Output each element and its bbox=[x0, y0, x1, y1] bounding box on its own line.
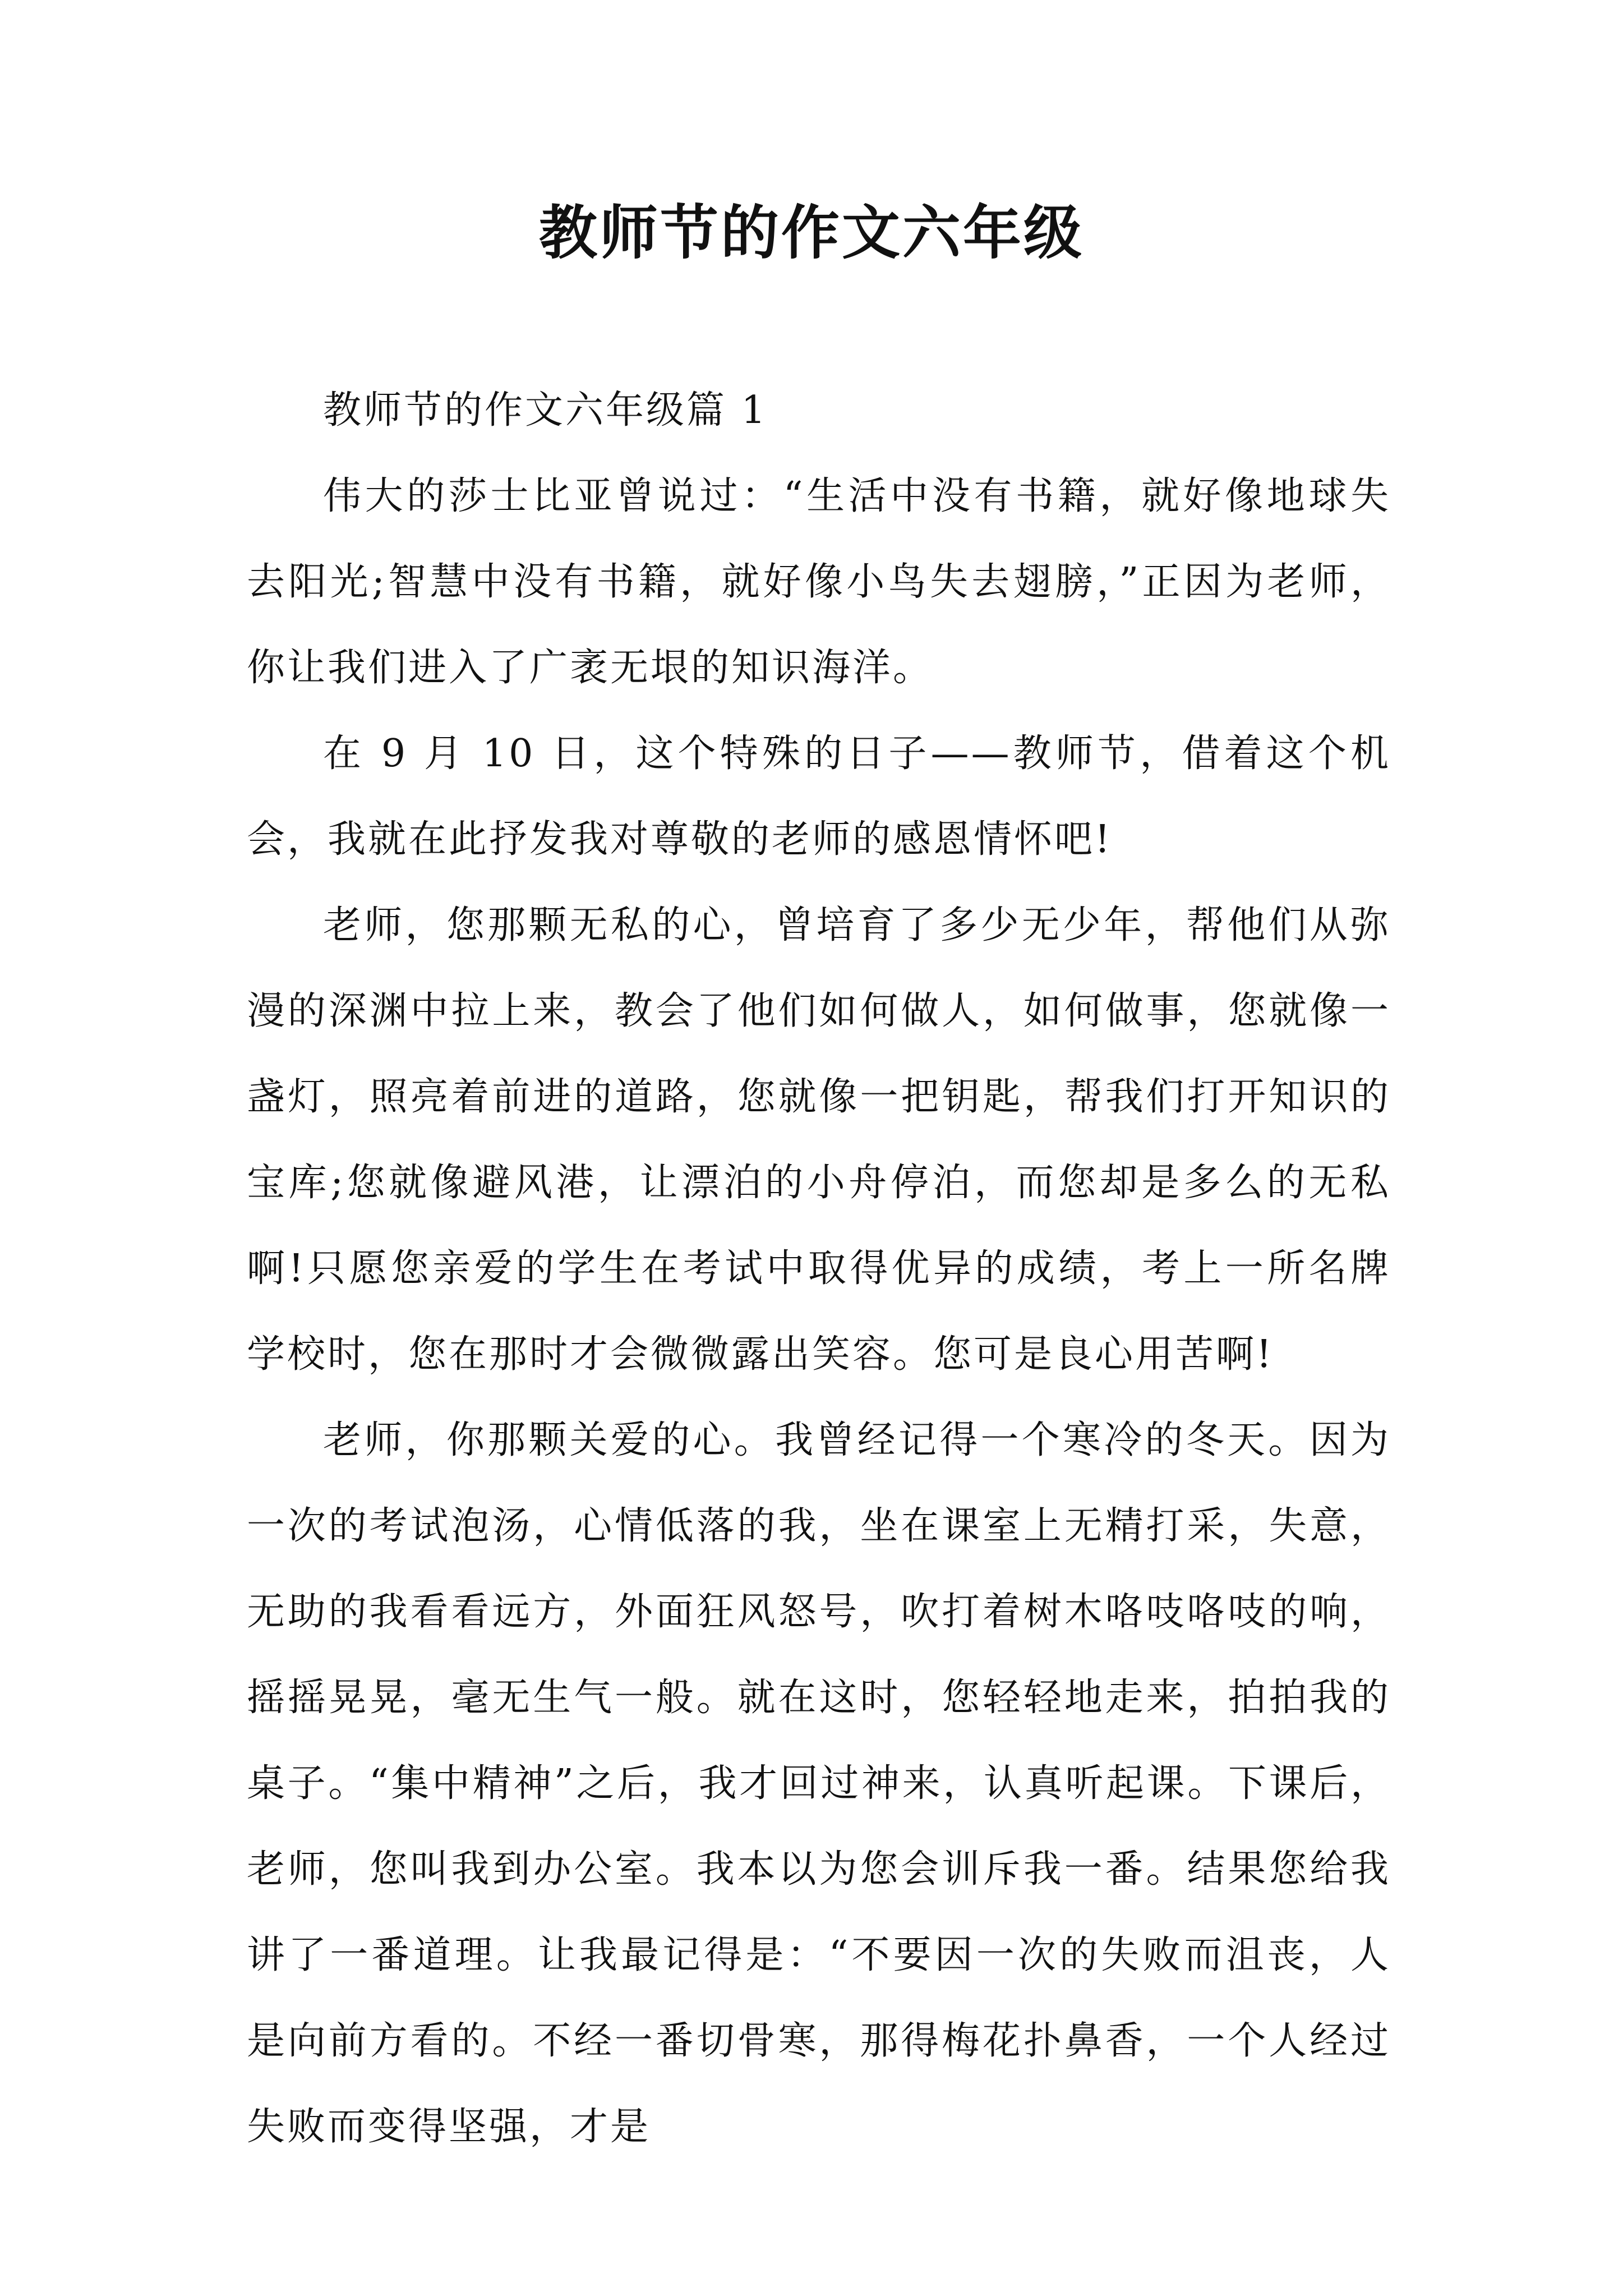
section-heading: 教师节的作文六年级篇 1 bbox=[323, 388, 768, 432]
paragraph: 伟大的莎士比亚曾说过：“生活中没有书籍，就好像地球失去阳光;智慧中没有书籍，就好像小鸟失去翅膀，”正因为老师，你让我们进入了广袤无垠的知识海洋。 bbox=[247, 474, 1391, 690]
paragraph: 老师，你那颗关爱的心。我曾经记得一个寒冷的冬天。因为一次的考试泡汤，心情低落的我，坐在课室上无精打采，失意，无助的我看看远方，外面狂风怒号，吹打着树木咯吱咯吱的响，摇摇晃晃，毫无生气一般。就在这时，您轻轻地走来，拍拍我的桌子。“集中精神”之后，我才回过神来，认真听起课。下课后，老师，您叫我到办公室。我本以为您会训斥我一番。结果您给我讲了一番道理。让我最记得是：“不要因一次的失败而沮丧，人是向前方看的。不经一番切骨寒，那得梅花扑鼻香，一个人经过失败而变得坚强，才是 bbox=[247, 1418, 1391, 2149]
document-body bbox=[247, 367, 1391, 2170]
document-title: 教师节的作文六年级 bbox=[538, 198, 1084, 267]
paragraph: 老师，您那颗无私的心，曾培育了多少无少年，帮他们从弥漫的深渊中拉上来，教会了他们如何做人，如何做事，您就像一盏灯，照亮着前进的道路，您就像一把钥匙，帮我们打开知识的宝库;您就像避风港，让漂泊的小舟停泊，而您却是多么的无私啊!只愿您亲爱的学生在考试中取得优异的成绩，考上一所名牌学校时，您在那时才会微微露出笑容。您可是良心用苦啊! bbox=[247, 903, 1391, 1377]
paragraph: 在 9 月 10 日，这个特殊的日子——教师节，借着这个机会，我就在此抒发我对尊敬的老师的感恩情怀吧! bbox=[247, 731, 1391, 862]
